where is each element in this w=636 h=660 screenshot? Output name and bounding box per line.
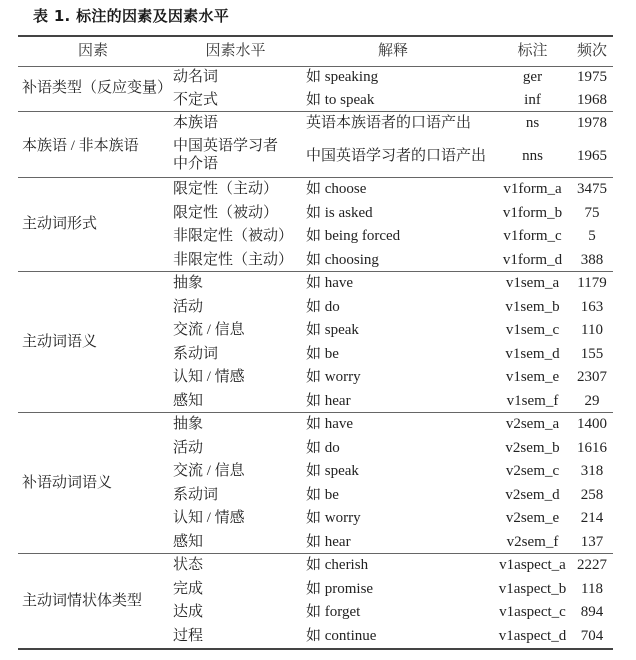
- cell-explanation: 如 worry: [306, 510, 361, 526]
- cell-tag: v1form_b: [502, 205, 563, 221]
- cell-frequency: 1968: [577, 92, 607, 108]
- cell-level: 状态: [173, 557, 204, 573]
- cell-explanation: 如 cherish: [306, 557, 369, 573]
- cell-explanation: 如 do: [306, 440, 340, 456]
- cell-tag: v1sem_b: [505, 299, 560, 315]
- cell-explanation: 如 have: [306, 416, 354, 432]
- cell-explanation: 如 hear: [306, 534, 351, 550]
- cell-level: 不定式: [173, 92, 219, 108]
- cell-level: 抽象: [173, 275, 204, 291]
- cell-frequency: 2227: [577, 557, 607, 573]
- cell-explanation: 中国英语学习者的口语产出: [306, 148, 487, 164]
- cell-explanation: 如 be: [306, 487, 339, 503]
- cell-level: 完成: [173, 581, 204, 597]
- cell-tag: v2sem_f: [506, 534, 559, 550]
- cell-level: 交流 / 信息: [173, 463, 245, 479]
- cell-level: 感知: [173, 393, 204, 409]
- cell-frequency: 894: [580, 604, 604, 620]
- cell-frequency: 318: [580, 463, 604, 479]
- cell-explanation: 如 speaking: [306, 69, 379, 85]
- cell-tag: v2sem_a: [505, 416, 560, 432]
- cell-explanation: 如 is asked: [306, 205, 373, 221]
- cell-tag: v2sem_d: [505, 487, 560, 503]
- header-level: 因素水平: [205, 43, 266, 59]
- cell-frequency: 388: [580, 252, 604, 268]
- cell-frequency: 75: [584, 205, 600, 221]
- cell-level: 过程: [173, 628, 204, 644]
- group-factor: 主动词情状体类型: [22, 593, 143, 609]
- cell-level: 系动词: [173, 487, 219, 503]
- cell-tag: v1sem_d: [505, 346, 560, 362]
- cell-tag: v1form_c: [503, 228, 562, 244]
- cell-explanation: 英语本族语者的口语产出: [306, 115, 472, 131]
- cell-frequency: 1179: [577, 275, 607, 291]
- cell-explanation: 如 worry: [306, 369, 361, 385]
- cell-level: 感知: [173, 534, 204, 550]
- cell-tag: ger: [522, 69, 543, 85]
- cell-explanation: 如 choosing: [306, 252, 379, 268]
- group-factor: 主动词语义: [22, 334, 98, 350]
- cell-level: 交流 / 信息: [173, 322, 245, 338]
- cell-level: 非限定性（被动）: [173, 228, 294, 244]
- group-divider: [18, 271, 613, 272]
- cell-explanation: 如 speak: [306, 463, 359, 479]
- cell-frequency: 2307: [577, 369, 607, 385]
- cell-level: 认知 / 情感: [173, 369, 245, 385]
- group-divider: [18, 412, 613, 413]
- cell-explanation: 如 continue: [306, 628, 377, 644]
- cell-level: 动名词: [173, 69, 219, 85]
- group-factor: 本族语 / 非本族语: [22, 138, 139, 154]
- cell-tag: v2sem_e: [505, 510, 560, 526]
- cell-frequency: 1616: [577, 440, 607, 456]
- cell-level: 达成: [173, 604, 204, 620]
- cell-frequency: 155: [580, 346, 604, 362]
- cell-level: 抽象: [173, 416, 204, 432]
- cell-level: 中国英语学习者: [173, 138, 279, 154]
- table-title: 表 1. 标注的因素及因素水平: [33, 7, 230, 25]
- cell-frequency: 1978: [577, 115, 607, 131]
- cell-frequency: 163: [580, 299, 604, 315]
- header-rule: [18, 66, 613, 67]
- cell-tag: v2sem_c: [505, 463, 560, 479]
- cell-tag: ns: [525, 115, 540, 131]
- group-factor: 主动词形式: [22, 216, 98, 232]
- cell-explanation: 如 do: [306, 299, 340, 315]
- cell-tag: v1aspect_d: [498, 628, 567, 644]
- top-rule: [18, 35, 613, 37]
- cell-frequency: 137: [580, 534, 604, 550]
- cell-frequency: 704: [580, 628, 604, 644]
- cell-level: 限定性（被动）: [173, 205, 279, 221]
- cell-level: 非限定性（主动）: [173, 252, 294, 268]
- cell-tag: v1sem_a: [505, 275, 560, 291]
- cell-level: 本族语: [173, 115, 219, 131]
- cell-tag: v1sem_c: [505, 322, 560, 338]
- cell-explanation: 如 forget: [306, 604, 361, 620]
- group-factor: 补语类型（反应变量）: [22, 80, 173, 96]
- group-factor: 补语动词语义: [22, 475, 113, 491]
- cell-tag: v1aspect_b: [498, 581, 567, 597]
- cell-frequency: 214: [580, 510, 604, 526]
- cell-tag: v1aspect_c: [499, 604, 566, 620]
- group-divider: [18, 553, 613, 554]
- cell-tag: v1form_d: [502, 252, 563, 268]
- cell-tag: v2sem_b: [505, 440, 560, 456]
- cell-explanation: 如 to speak: [306, 92, 375, 108]
- cell-frequency: 258: [580, 487, 604, 503]
- cell-tag: v1sem_e: [505, 369, 560, 385]
- cell-explanation: 如 speak: [306, 322, 359, 338]
- cell-level-line2: 中介语: [173, 156, 219, 172]
- header-frequency: 频次: [576, 43, 607, 59]
- group-divider: [18, 177, 613, 178]
- cell-frequency: 1975: [577, 69, 607, 85]
- cell-frequency: 1965: [577, 148, 607, 164]
- cell-level: 系动词: [173, 346, 219, 362]
- cell-explanation: 如 hear: [306, 393, 351, 409]
- cell-frequency: 3475: [577, 181, 607, 197]
- header-factor: 因素: [77, 43, 108, 59]
- cell-explanation: 如 being forced: [306, 228, 401, 244]
- cell-tag: v1form_a: [503, 181, 562, 197]
- cell-frequency: 118: [581, 581, 603, 597]
- cell-explanation: 如 choose: [306, 181, 367, 197]
- cell-frequency: 29: [584, 393, 600, 409]
- cell-level: 认知 / 情感: [173, 510, 245, 526]
- cell-tag: nns: [522, 148, 543, 164]
- cell-tag: v1sem_f: [506, 393, 559, 409]
- cell-explanation: 如 promise: [306, 581, 374, 597]
- cell-frequency: 5: [588, 228, 596, 244]
- cell-frequency: 1400: [577, 416, 607, 432]
- group-divider: [18, 111, 613, 112]
- cell-level: 限定性（主动）: [173, 181, 279, 197]
- cell-frequency: 110: [581, 322, 603, 338]
- header-explanation: 解释: [377, 43, 408, 59]
- cell-tag: inf: [524, 92, 541, 108]
- cell-tag: v1aspect_a: [499, 557, 566, 573]
- header-tag: 标注: [517, 43, 548, 59]
- cell-explanation: 如 be: [306, 346, 339, 362]
- cell-explanation: 如 have: [306, 275, 354, 291]
- cell-level: 活动: [173, 299, 204, 315]
- bottom-rule: [18, 648, 613, 650]
- cell-level: 活动: [173, 440, 204, 456]
